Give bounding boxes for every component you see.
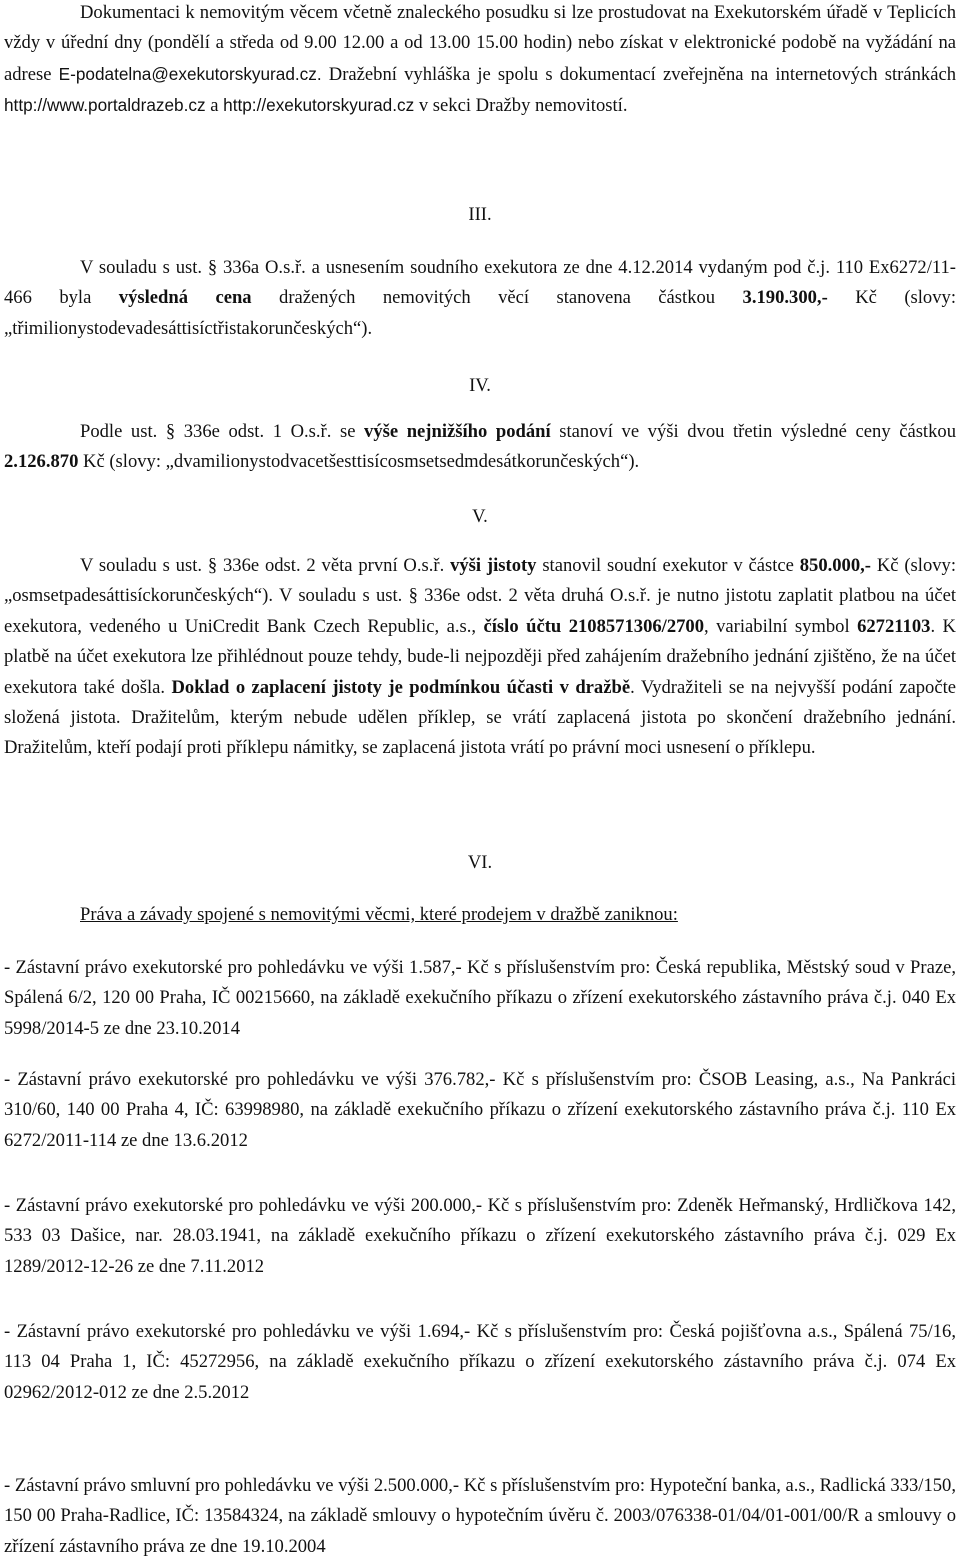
section-iii-paragraph: [4, 253, 956, 344]
section-heading-iii: III.: [468, 204, 492, 225]
variable-symbol: 62721103: [857, 615, 931, 637]
s5-text-f: . Vydražiteli se na nejvyšší podání započte složená jistota. Dražitelům, kterým nebude udělen příklep, se vrátí zaplacená jistota po skončení dražebního jednání. Dražitelům, kteří podají proti příklepu námitky, se zaplacená jistota vrátí po právní moci usnesení o příklepu.: [4, 676, 956, 759]
lien-item: - Zástavní právo smluvní pro pohledávku ve výši 2.500.000,- Kč s příslušenstvím pro: Hypoteční banka, a.s., Radlická 333/150, 150 00 Praha-Radlice, IČ: 13584324, na základě smlouvy o hypotečním úvěru č. 2003/076338-01/04/01-001/00/R a smlouvy o zřízení zástavního práva ze dne 19.10.2004: [4, 1475, 956, 1557]
intro-text-a: Dokumentaci k nemovitým věcem včetně znaleckého posudku si lze prostudovat na Exekutorském úřadě v Teplicích vždy v úřední dny (pondělí a středa od 9.00 12.00 a od 13.00 15.00 hodin) nebo získat v elektronické podobě na vyžádání na adrese: [4, 2, 956, 85]
lowest-bid-amount: 2.126.870: [4, 451, 79, 473]
deposit-condition: Doklad o zaplacení jistoty je podmínkou účasti v dražbě: [171, 676, 631, 698]
portal-url: http://www.portaldrazeb.cz: [4, 95, 206, 116]
s5-text-a: V souladu s ust. § 336e odst. 2 věta první O.s.ř.: [80, 555, 451, 576]
deposit-amount: 850.000,-: [799, 555, 871, 576]
s5-text-e: . K platbě na účet exekutora lze přihlédnout pouze tehdy, bude-li nejpozději před zahájením dražebního jednání zjištěno, že na účet exekutora také došla.: [4, 615, 956, 698]
lien-item: - Zástavní právo exekutorské pro pohledávku ve výši 1.694,- Kč s příslušenstvím pro: Česká pojišťovna a.s., Spálená 75/16, 113 04 Praha 1, IČ: 45272956, na základě exekučního příkazu o zřízení exekutorského zástavního práva č.j. 074 Ex 02962/2012-012 ze dne 2.5.2012: [4, 1321, 956, 1403]
section-heading-iv: IV.: [469, 375, 491, 396]
rights-subtitle: Práva a závady spojené s nemovitými věcmi, které prodejem v dražbě zaniknou:: [80, 904, 678, 925]
lowest-bid-label: výše nejnižšího podání: [364, 421, 551, 442]
account-number: číslo účtu 2108571306/2700: [483, 615, 705, 637]
intro-text-c: a: [205, 95, 224, 117]
deposit-label: výši jistoty: [450, 555, 537, 576]
email-address: E-podatelna@exekutorskyurad.cz.: [58, 63, 322, 84]
s4-text-c: Kč (slovy: „dvamilionystodvacetšesttisícosmsetsedmdesátkorunčeských“).: [78, 451, 640, 473]
s5-text-c: Kč (slovy: „osmsetpadesáttisíckorunčeských“). V souladu s ust. § 336e odst. 2 věta druhá O.s.ř. je nutno jistotu zaplatit platbou na účet exekutora, vedeného u UniCredit Bank Czech Republic, a.s.,: [4, 555, 956, 637]
s3-text-a: V souladu s ust. § 336a O.s.ř. a usnesením soudního exekutora ze dne 4.12.2014 vydaným pod č.j. 110 Ex6272/11-466 byla: [4, 257, 956, 309]
s3-text-c: Kč (slovy: „třimilionystodevadesáttisíctřistakorunčeských“).: [4, 287, 956, 339]
s4-text-b: stanoví ve výši dvou třetin výsledné ceny částkou: [550, 421, 956, 442]
intro-text-d: v sekci Dražby nemovitostí.: [414, 95, 628, 117]
section-vi-subtitle: [4, 900, 956, 930]
section-iv-paragraph: [4, 417, 956, 478]
section-heading-vi: VI.: [467, 852, 493, 873]
result-price-label: výsledná cena: [118, 287, 252, 309]
section-heading-v: V.: [472, 506, 488, 527]
intro-text-b: Dražební vyhláška je spolu s dokumentací zveřejněna na internetových stránkách: [321, 63, 956, 85]
s5-text-b: stanovil soudní exekutor v částce: [536, 555, 800, 576]
s5-text-d: , variabilní symbol: [704, 615, 858, 637]
intro-paragraph: [4, 0, 956, 122]
section-v-paragraph: [4, 551, 956, 764]
s4-text-a: Podle ust. § 336e odst. 1 O.s.ř. se: [80, 421, 365, 442]
s3-text-b: dražených nemovitých věcí stanovena částkou: [251, 287, 743, 309]
result-price-amount: 3.190.300,-: [742, 287, 828, 309]
lien-item: - Zástavní právo exekutorské pro pohledávku ve výši 376.782,- Kč s příslušenstvím pro: ČSOB Leasing, a.s., Na Pankráci 310/60, 140 00 Praha 4, IČ: 63998980, na základě exekučního příkazu o zřízení exekutorského zástavního práva č.j. 110 Ex 6272/2011-114 ze dne 13.6.2012: [4, 1069, 956, 1151]
lien-item: - Zástavní právo exekutorské pro pohledávku ve výši 1.587,- Kč s příslušenstvím pro: Česká republika, Městský soud v Praze, Spálená 6/2, 120 00 Praha, IČ 00215660, na základě exekučního příkazu o zřízení exekutorského zástavního práva č.j. 040 Ex 5998/2014-5 ze dne 23.10.2014: [4, 957, 956, 1039]
office-url: http://exekutorskyurad.cz: [223, 95, 415, 116]
lien-item: - Zástavní právo exekutorské pro pohledávku ve výši 200.000,- Kč s příslušenstvím pro: Zdeněk Heřmanský, Hrdličkova 142, 533 03 Dašice, nar. 28.03.1941, na základě exekučního příkazu o zřízení exekutorského zástavního práva č.j. 029 Ex 1289/2012-12-26 ze dne 7.11.2012: [4, 1195, 956, 1277]
